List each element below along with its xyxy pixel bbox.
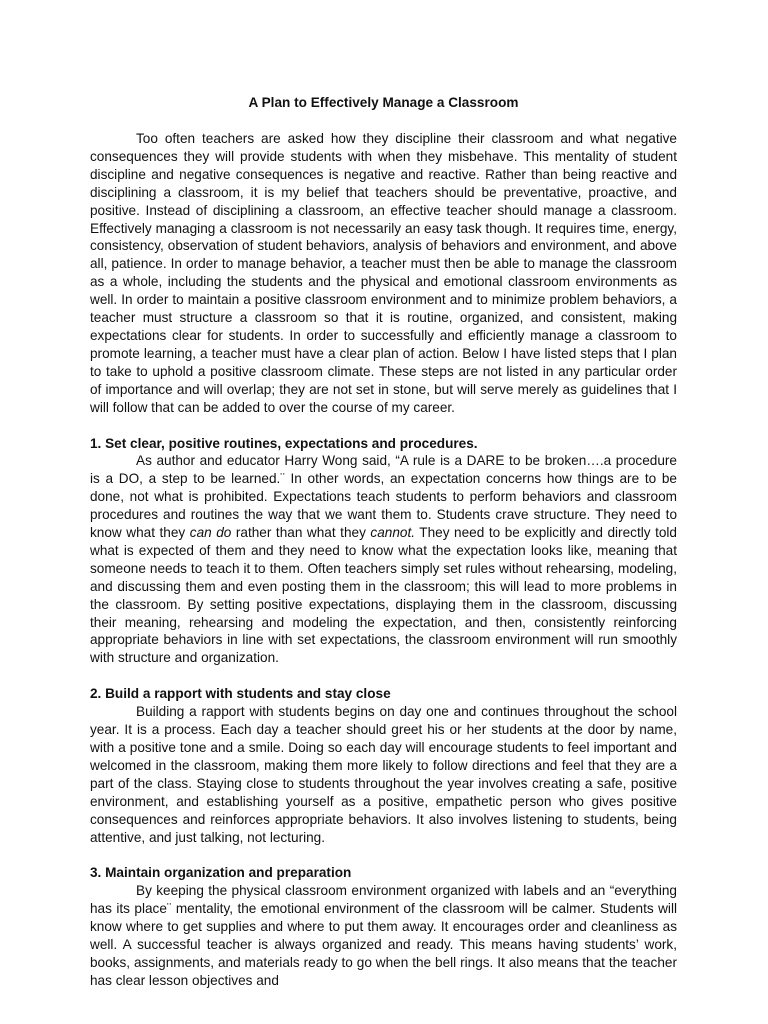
intro-paragraph: Too often teachers are asked how they discipline their classroom and what negative consequences they will provide students with when they misbehave. This mentality of student discipline and negative consequences is negative and reactive. Rather than being reactive and disciplining a classroom, it is my belief that teachers should be preventative, proactive, and positive. Instead of disciplining a classroom, an effective teacher should manage a classroom. Effectively managing a classroom is not necessarily an easy task though. It requires time, energy, consistency, observation of student behaviors, analysis of behaviors and environment, and above all, patience. In order to manage behavior, a teacher must then be able to manage the classroom as a whole, including the students and the physical and emotional classroom environments as well. In order to maintain a positive classroom environment and to minimize problem behaviors, a teacher must structure a classroom so that it is routine, organized, and consistent, making expectations clear for students. In order to successfully and efficiently manage a classroom to promote learning, a teacher must have a clear plan of action. Below I have listed steps that I plan to take to uphold a positive classroom climate. These steps are not listed in any particular order of importance and will overlap; they are not set in stone, but will serve merely as guidelines that I will follow that can be added to over the course of my career.: [90, 131, 677, 415]
section-1-emphasis-can-do: can do: [189, 525, 232, 541]
section-body-2: Building a rapport with students begins on day one and continues throughout the school year. It is a process. Each day a teacher should greet his or her students at the door by name, with a positive tone and a smile. Doing so each day will encourage students to feel important and welcomed in the classroom, making them more likely to follow directions and feel that they are a part of the class. Staying close to students throughout the year involves creating a safe, positive environment, and establishing yourself as a positive, empathetic person who gives positive consequences and reinforces appropriate behaviors. It also involves listening to students, being attentive, and just talking, not lecturing.: [90, 704, 677, 845]
section-1-text-c: They need to be explicitly and directly told what is expected of them and they need to know what the expectation looks like, meaning that someone needs to teach it to them. Often teachers simply set rules without rehearsing, modeling, and discussing them and even posting them in the classroom; this will lead to more problems in the classroom. By setting positive expectations, displaying them in the classroom, discussing their meaning, rehearsing and modeling the expectation, and then, consistently reinforcing appropriate behaviors in line with set expectations, the classroom environment will run smoothly with structure and organization.: [90, 525, 677, 666]
section-heading-3: 3. Maintain organization and preparation: [90, 865, 352, 881]
section-body-1: [90, 452, 677, 667]
section-body-3: By keeping the physical classroom environment organized with labels and an “everything has its place¨ mentality, the emotional environment of the classroom will be calmer. Students will know where to get supplies and where to put them away. It encourages order and cleanliness as well. A successful teacher is always organized and ready. This means having students’ work, books, assignments, and materials ready to go when the bell rings. It also means that the teacher has clear lesson objectives and: [90, 883, 677, 988]
document-title: A Plan to Effectively Manage a Classroom: [248, 95, 519, 110]
section-1-text-b: rather than what they: [231, 525, 371, 541]
section-1-text-a: As author and educator Harry Wong said, “A rule is a DARE to be broken….a procedure is a DO, a step to be learned.¨ In other words, an expectation concerns how things are to be done, not what is prohibited. Expectations teach students to perform behaviors and classroom procedures and routines the way that we want them to. Students crave structure. They need to know what they: [90, 453, 677, 541]
section-heading-2: 2. Build a rapport with students and stay close: [90, 686, 391, 702]
section-heading-1: 1. Set clear, positive routines, expectations and procedures.: [90, 435, 478, 451]
section-1-emphasis-cannot: cannot.: [370, 525, 415, 541]
